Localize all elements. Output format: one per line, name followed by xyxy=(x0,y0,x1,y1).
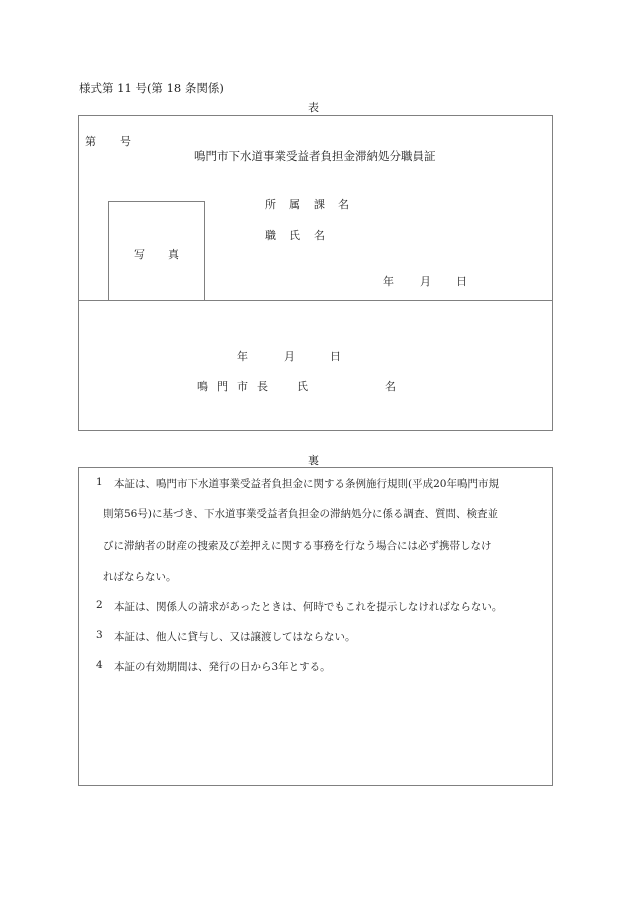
photo-label-2: 真 xyxy=(168,248,179,261)
form-label: 様式第 11 号(第 18 条関係) xyxy=(79,81,224,95)
issuer-name-label: 氏 xyxy=(297,380,308,393)
front-heading: 表 xyxy=(308,101,319,114)
card-title: 鳴門市下水道事業受益者負担金滞納処分職員証 xyxy=(194,149,436,163)
item-3-line-1: 本証は、他人に貸与し、又は譲渡してはならない。 xyxy=(114,631,356,643)
photo-label-1: 写 xyxy=(134,248,145,261)
issue-date-year: 年 xyxy=(383,275,394,288)
issuer-date-month: 月 xyxy=(284,350,295,363)
item-1-line-2: 則第56号)に基づき、下水道事業受益者負担金の滞納処分に係る調査、質問、検査並 xyxy=(103,508,499,520)
item-4-line-1: 本証の有効期間は、発行の日から3年とする。 xyxy=(114,661,331,673)
item-1-line-3: びに滞納者の財産の捜索及び差押えに関する事務を行なう場合には必ず携帯しなけ xyxy=(103,540,492,552)
item-2-number: 2 xyxy=(96,599,103,611)
item-4-number: 4 xyxy=(96,659,103,671)
number-label: 第 xyxy=(85,135,96,148)
issuer-name-suffix: 名 xyxy=(385,380,396,393)
issue-date-month: 月 xyxy=(420,275,431,288)
item-1-line-1: 本証は、鳴門市下水道事業受益者負担金に関する条例施行規則(平成20年鳴門市規 xyxy=(114,478,499,490)
issuer-date-day: 日 xyxy=(330,350,341,363)
photo-box xyxy=(108,201,205,301)
issuer-date-year: 年 xyxy=(237,350,248,363)
number-suffix: 号 xyxy=(120,135,131,148)
item-2-line-1: 本証は、関係人の請求があったときは、何時でもこれを提示しなければならない。 xyxy=(114,601,503,613)
issue-date-day: 日 xyxy=(456,275,467,288)
item-1-number: 1 xyxy=(96,476,103,488)
item-3-number: 3 xyxy=(96,629,103,641)
item-1-line-4: ればならない。 xyxy=(103,571,177,583)
back-heading: 裏 xyxy=(308,454,319,467)
